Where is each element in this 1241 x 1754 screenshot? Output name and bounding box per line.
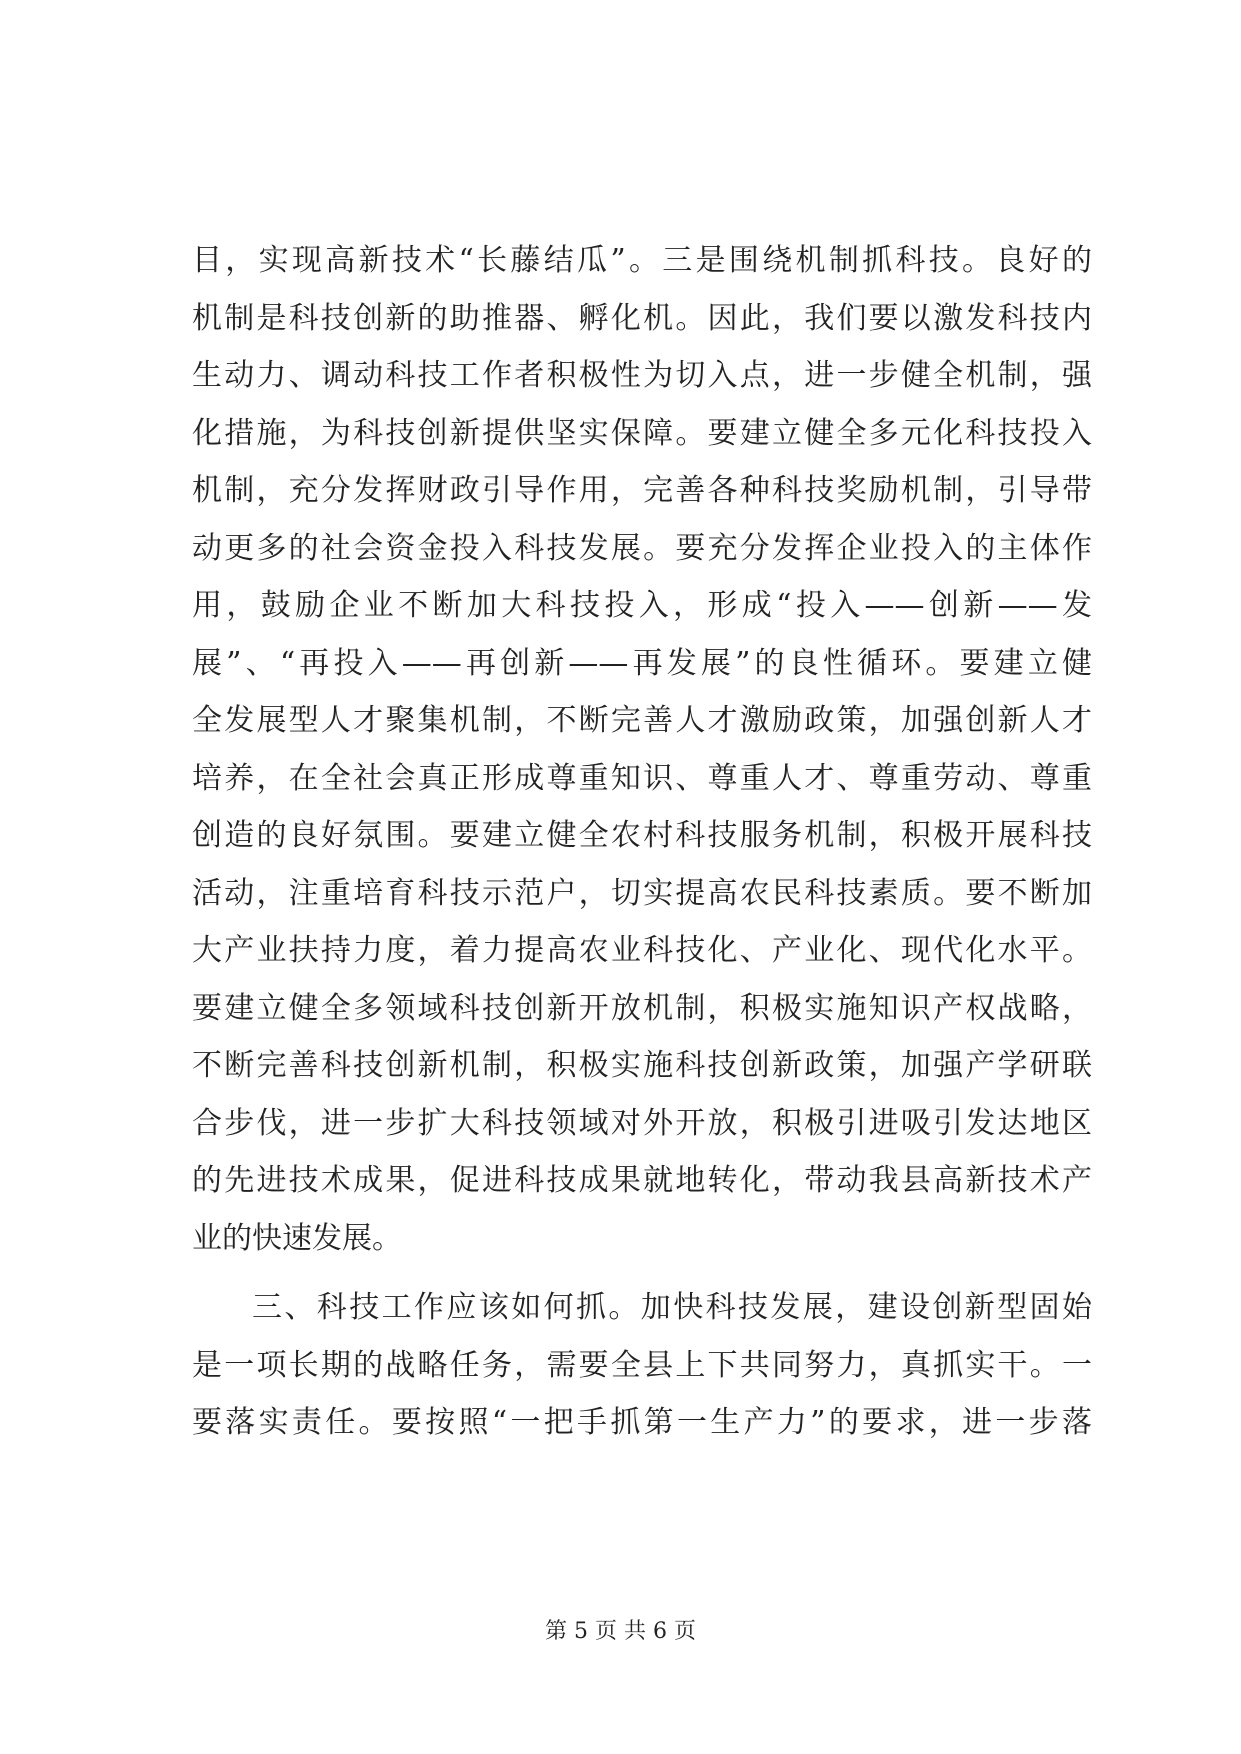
- text-line: 活动，注重培育科技示范户，切实提高农民科技素质。要不断加: [192, 875, 1092, 911]
- text-line: 化措施，为科技创新提供坚实保障。要建立健全多元化科技投入: [192, 415, 1092, 451]
- paragraph-1: [192, 232, 1092, 1267]
- text-line: 合步伐，进一步扩大科技领域对外开放，积极引进吸引发达地区: [192, 1105, 1092, 1141]
- text-line: 目，实现高新技术“长藤结瓜”。三是围绕机制抓科技。良好的: [192, 243, 1092, 278]
- text-line: 要落实责任。要按照“一把手抓第一生产力”的要求，进一步落: [192, 1405, 1092, 1440]
- text-line: 是一项长期的战略任务，需要全县上下共同努力，真抓实干。一: [192, 1347, 1092, 1383]
- text-line: 业的快速发展。: [192, 1220, 402, 1256]
- text-line: 要建立健全多领域科技创新开放机制，积极实施知识产权战略，: [192, 990, 1092, 1026]
- paragraph-gap: [192, 1267, 1092, 1279]
- page-footer: 第 5 页 共 6 页: [545, 1619, 696, 1644]
- text-line: 展”、“再投入——再创新——再发展”的良性循环。要建立健: [192, 645, 1092, 681]
- paragraph-2: [192, 1279, 1092, 1452]
- text-line: 用，鼓励企业不断加大科技投入，形成“投入——创新——发: [192, 588, 1092, 623]
- document-body: [192, 232, 1092, 1452]
- text-line: 创造的良好氛围。要建立健全农村科技服务机制，积极开展科技: [192, 818, 1092, 853]
- text-line: 三、科技工作应该如何抓。加快科技发展，建设创新型固始: [252, 1290, 1092, 1325]
- text-line: 不断完善科技创新机制，积极实施科技创新政策，加强产学研联: [192, 1048, 1092, 1083]
- text-line: 大产业扶持力度，着力提高农业科技化、产业化、现代化水平。: [192, 933, 1092, 968]
- text-line: 生动力、调动科技工作者积极性为切入点，进一步健全机制，强: [192, 358, 1092, 393]
- text-line: 动更多的社会资金投入科技发展。要充分发挥企业投入的主体作: [192, 530, 1092, 566]
- text-line: 的先进技术成果，促进科技成果就地转化，带动我县高新技术产: [192, 1163, 1092, 1198]
- text-line: 机制，充分发挥财政引导作用，完善各种科技奖励机制，引导带: [192, 473, 1092, 508]
- text-line: 机制是科技创新的助推器、孵化机。因此，我们要以激发科技内: [192, 300, 1092, 336]
- text-line: 全发展型人才聚集机制，不断完善人才激励政策，加强创新人才: [192, 703, 1092, 738]
- text-line: 培养，在全社会真正形成尊重知识、尊重人才、尊重劳动、尊重: [192, 760, 1092, 796]
